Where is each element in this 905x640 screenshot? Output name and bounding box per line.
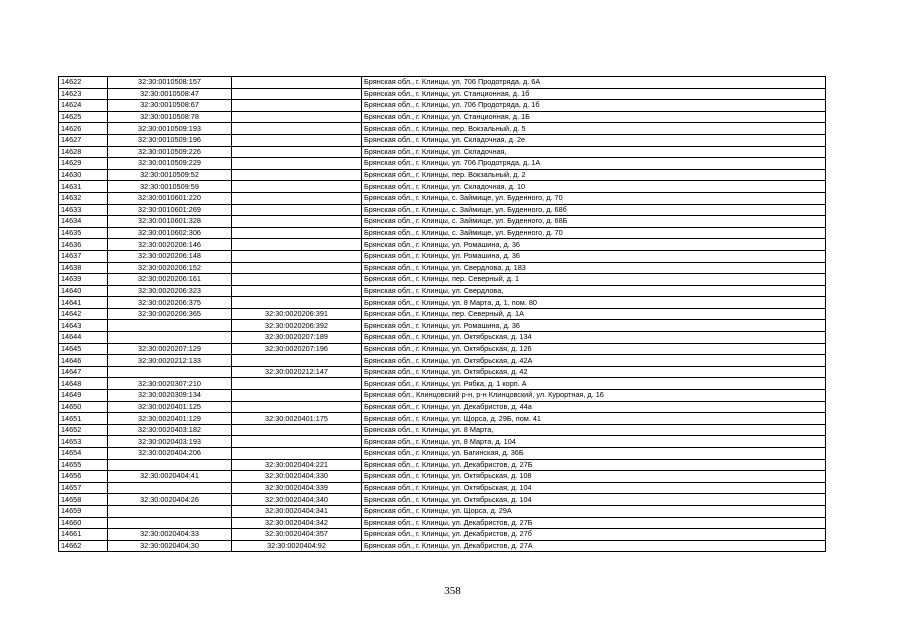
table-row bbox=[59, 366, 826, 378]
record-number-cell: 14654 bbox=[59, 448, 108, 460]
page-number: 358 bbox=[444, 585, 461, 597]
table-row bbox=[59, 482, 826, 494]
linked-cadastral-number-cell: 32:30:0020404:339 bbox=[232, 482, 362, 494]
cadastral-number-cell bbox=[108, 320, 232, 332]
linked-cadastral-number-cell bbox=[232, 355, 362, 367]
address-cell: Брянская обл., г. Клинцы, ул. Октябрьская, д. 126 bbox=[362, 343, 826, 355]
table-row bbox=[59, 192, 826, 204]
address-cell: Брянская обл., г. Клинцы, ул. 8 Марта, д. 104 bbox=[362, 436, 826, 448]
linked-cadastral-number-cell: 32:30:0020404:221 bbox=[232, 459, 362, 471]
address-cell: Брянская обл., г. Клинцы, ул. 706 Продотряда, д. 6А bbox=[362, 77, 826, 89]
address-cell: Брянская обл., г. Клинцы, ул. Октябрьская, д. 42А bbox=[362, 355, 826, 367]
address-cell: Брянская обл., г. Клинцы, ул. Складочная, bbox=[362, 146, 826, 158]
record-number-cell: 14643 bbox=[59, 320, 108, 332]
cadastral-number-cell: 32:30:0020206:323 bbox=[108, 285, 232, 297]
record-number-cell: 14648 bbox=[59, 378, 108, 390]
table-row bbox=[59, 436, 826, 448]
address-cell: Брянская обл., г. Клинцы, ул. Ромашина, д. 36 bbox=[362, 320, 826, 332]
records-table-body bbox=[59, 77, 826, 552]
address-cell: Брянская обл., г. Клинцы, ул. Декабристов, д. 27А bbox=[362, 540, 826, 552]
cadastral-number-cell: 32:30:0010509:226 bbox=[108, 146, 232, 158]
linked-cadastral-number-cell bbox=[232, 448, 362, 460]
cadastral-number-cell: 32:30:0020206:148 bbox=[108, 250, 232, 262]
record-number-cell: 14627 bbox=[59, 134, 108, 146]
address-cell: Брянская обл., г. Клинцы, ул. Октябрьская, д. 108 bbox=[362, 471, 826, 483]
linked-cadastral-number-cell: 32:30:0020404:341 bbox=[232, 505, 362, 517]
cadastral-number-cell bbox=[108, 505, 232, 517]
table-row bbox=[59, 448, 826, 460]
table-row bbox=[59, 77, 826, 89]
linked-cadastral-number-cell bbox=[232, 401, 362, 413]
linked-cadastral-number-cell bbox=[232, 239, 362, 251]
table-row bbox=[59, 378, 826, 390]
cadastral-number-cell: 32:30:0020404:41 bbox=[108, 471, 232, 483]
cadastral-number-cell bbox=[108, 366, 232, 378]
linked-cadastral-number-cell: 32:30:0020404:340 bbox=[232, 494, 362, 506]
table-row bbox=[59, 308, 826, 320]
address-cell: Брянская обл., г. Клинцы, ул. Декабристов, д. 44а bbox=[362, 401, 826, 413]
address-cell: Брянская обл., г. Клинцы, с. Займище, ул. Буденного, д. 68Б bbox=[362, 216, 826, 228]
address-cell: Брянская обл., г. Клинцы, ул. Ромашина, д. 36 bbox=[362, 239, 826, 251]
address-cell: Брянская обл., г. Клинцы, ул. Свердлова, д. 183 bbox=[362, 262, 826, 274]
linked-cadastral-number-cell bbox=[232, 204, 362, 216]
address-cell: Брянская обл., г. Клинцы, ул. Складочная, д. 2е bbox=[362, 134, 826, 146]
linked-cadastral-number-cell bbox=[232, 77, 362, 89]
table-row bbox=[59, 285, 826, 297]
cadastral-number-cell: 32:30:0010508:67 bbox=[108, 100, 232, 112]
cadastral-number-cell: 32:30:0020207:129 bbox=[108, 343, 232, 355]
record-number-cell: 14625 bbox=[59, 111, 108, 123]
record-number-cell: 14657 bbox=[59, 482, 108, 494]
linked-cadastral-number-cell bbox=[232, 158, 362, 170]
linked-cadastral-number-cell: 32:30:0020206:392 bbox=[232, 320, 362, 332]
address-cell: Брянская обл., г. Клинцы, ул. Щорса, д. 29А bbox=[362, 505, 826, 517]
record-number-cell: 14653 bbox=[59, 436, 108, 448]
table-row bbox=[59, 471, 826, 483]
record-number-cell: 14626 bbox=[59, 123, 108, 135]
cadastral-number-cell: 32:30:0020401:129 bbox=[108, 413, 232, 425]
address-cell: Брянская обл., г. Клинцы, ул. 706 Продотряда, д. 1А bbox=[362, 158, 826, 170]
table-row bbox=[59, 355, 826, 367]
table-row bbox=[59, 123, 826, 135]
record-number-cell: 14637 bbox=[59, 250, 108, 262]
cadastral-number-cell bbox=[108, 482, 232, 494]
cadastral-number-cell: 32:30:0010508:157 bbox=[108, 77, 232, 89]
table-row bbox=[59, 390, 826, 402]
record-number-cell: 14632 bbox=[59, 192, 108, 204]
cadastral-number-cell: 32:30:0020212:133 bbox=[108, 355, 232, 367]
records-table bbox=[58, 76, 826, 552]
table-row bbox=[59, 158, 826, 170]
record-number-cell: 14647 bbox=[59, 366, 108, 378]
linked-cadastral-number-cell bbox=[232, 424, 362, 436]
table-row bbox=[59, 181, 826, 193]
linked-cadastral-number-cell: 32:30:0020404:92 bbox=[232, 540, 362, 552]
table-row bbox=[59, 262, 826, 274]
address-cell: Брянская обл., г. Клинцы, ул. Декабристов, д. 27Б bbox=[362, 517, 826, 529]
address-cell: Брянская обл., г. Клинцы, ул. Станционная, д. 1б bbox=[362, 88, 826, 100]
address-cell: Брянская обл., г. Клинцы, ул. Щорса, д. 29Б, пом. 41 bbox=[362, 413, 826, 425]
record-number-cell: 14658 bbox=[59, 494, 108, 506]
table-row bbox=[59, 111, 826, 123]
record-number-cell: 14629 bbox=[59, 158, 108, 170]
cadastral-number-cell: 32:30:0010601:220 bbox=[108, 192, 232, 204]
linked-cadastral-number-cell: 32:30:0020401:175 bbox=[232, 413, 362, 425]
record-number-cell: 14631 bbox=[59, 181, 108, 193]
record-number-cell: 14655 bbox=[59, 459, 108, 471]
table-row bbox=[59, 204, 826, 216]
linked-cadastral-number-cell bbox=[232, 262, 362, 274]
linked-cadastral-number-cell bbox=[232, 227, 362, 239]
linked-cadastral-number-cell bbox=[232, 88, 362, 100]
record-number-cell: 14651 bbox=[59, 413, 108, 425]
linked-cadastral-number-cell: 32:30:0020212:147 bbox=[232, 366, 362, 378]
record-number-cell: 14645 bbox=[59, 343, 108, 355]
record-number-cell: 14642 bbox=[59, 308, 108, 320]
cadastral-number-cell bbox=[108, 332, 232, 344]
table-row bbox=[59, 250, 826, 262]
record-number-cell: 14646 bbox=[59, 355, 108, 367]
cadastral-number-cell: 32:30:0020309:134 bbox=[108, 390, 232, 402]
cadastral-number-cell: 32:30:0020403:193 bbox=[108, 436, 232, 448]
cadastral-number-cell: 32:30:0010509:52 bbox=[108, 169, 232, 181]
address-cell: Брянская обл., г. Клинцы, ул. Станционная, д. 1Б bbox=[362, 111, 826, 123]
record-number-cell: 14662 bbox=[59, 540, 108, 552]
linked-cadastral-number-cell: 32:30:0020206:391 bbox=[232, 308, 362, 320]
record-number-cell: 14634 bbox=[59, 216, 108, 228]
address-cell: Брянская обл., г. Клинцы, ул. Октябрьская, д. 104 bbox=[362, 494, 826, 506]
table-row bbox=[59, 100, 826, 112]
record-number-cell: 14660 bbox=[59, 517, 108, 529]
table-row bbox=[59, 332, 826, 344]
address-cell: Брянская обл., г. Клинцы, ул. Складочная, д. 10 bbox=[362, 181, 826, 193]
linked-cadastral-number-cell bbox=[232, 216, 362, 228]
linked-cadastral-number-cell bbox=[232, 436, 362, 448]
linked-cadastral-number-cell bbox=[232, 285, 362, 297]
record-number-cell: 14623 bbox=[59, 88, 108, 100]
cadastral-number-cell: 32:30:0010509:59 bbox=[108, 181, 232, 193]
table-row bbox=[59, 401, 826, 413]
cadastral-number-cell: 32:30:0020404:26 bbox=[108, 494, 232, 506]
address-cell: Брянская обл., г. Клинцы, ул. Декабристов, д. 27б bbox=[362, 529, 826, 541]
record-number-cell: 14628 bbox=[59, 146, 108, 158]
linked-cadastral-number-cell bbox=[232, 390, 362, 402]
linked-cadastral-number-cell bbox=[232, 250, 362, 262]
address-cell: Брянская обл., г. Клинцы, пер. Вокзальный, д. 2 bbox=[362, 169, 826, 181]
address-cell: Брянская обл., г. Клинцы, ул. 706 Продотряда, д. 1б bbox=[362, 100, 826, 112]
address-cell: Брянская обл., г. Клинцы, ул. Октябрьская, д. 134 bbox=[362, 332, 826, 344]
address-cell: Брянская обл., г. Клинцы, ул. 8 Марта, д. 1, пом. 80 bbox=[362, 297, 826, 309]
linked-cadastral-number-cell bbox=[232, 297, 362, 309]
address-cell: Брянская обл., г. Клинцы, с. Займище, ул. Буденного, д. 70 bbox=[362, 227, 826, 239]
record-number-cell: 14649 bbox=[59, 390, 108, 402]
cadastral-number-cell: 32:30:0020206:152 bbox=[108, 262, 232, 274]
linked-cadastral-number-cell: 32:30:0020207:189 bbox=[232, 332, 362, 344]
cadastral-number-cell: 32:30:0020206:146 bbox=[108, 239, 232, 251]
address-cell: Брянская обл., г. Клинцы, ул. Багинская, д. 36Б bbox=[362, 448, 826, 460]
cadastral-number-cell: 32:30:0020206:365 bbox=[108, 308, 232, 320]
address-cell: Брянская обл., г. Клинцы, ул. 8 Марта, bbox=[362, 424, 826, 436]
record-number-cell: 14624 bbox=[59, 100, 108, 112]
record-number-cell: 14639 bbox=[59, 274, 108, 286]
record-number-cell: 14635 bbox=[59, 227, 108, 239]
address-cell: Брянская обл., г. Клинцы, пер. Вокзальный, д. 5 bbox=[362, 123, 826, 135]
linked-cadastral-number-cell: 32:30:0020404:357 bbox=[232, 529, 362, 541]
linked-cadastral-number-cell: 32:30:0020207:196 bbox=[232, 343, 362, 355]
cadastral-number-cell: 32:30:0010602:306 bbox=[108, 227, 232, 239]
table-row bbox=[59, 169, 826, 181]
record-number-cell: 14641 bbox=[59, 297, 108, 309]
table-row bbox=[59, 227, 826, 239]
cadastral-number-cell: 32:30:0010509:196 bbox=[108, 134, 232, 146]
cadastral-number-cell: 32:30:0020401:125 bbox=[108, 401, 232, 413]
linked-cadastral-number-cell bbox=[232, 192, 362, 204]
table-row bbox=[59, 505, 826, 517]
cadastral-number-cell: 32:30:0020206:375 bbox=[108, 297, 232, 309]
cadastral-number-cell: 32:30:0020404:33 bbox=[108, 529, 232, 541]
address-cell: Брянская обл., г. Клинцы, с. Займище, ул. Буденного, д. 70 bbox=[362, 192, 826, 204]
table-row bbox=[59, 274, 826, 286]
record-number-cell: 14661 bbox=[59, 529, 108, 541]
linked-cadastral-number-cell bbox=[232, 123, 362, 135]
table-row bbox=[59, 239, 826, 251]
record-number-cell: 14630 bbox=[59, 169, 108, 181]
table-row bbox=[59, 540, 826, 552]
record-number-cell: 14659 bbox=[59, 505, 108, 517]
table-row bbox=[59, 529, 826, 541]
address-cell: Брянская обл., г. Клинцы, ул. Рябка, д. 1 корп. А bbox=[362, 378, 826, 390]
linked-cadastral-number-cell bbox=[232, 378, 362, 390]
cadastral-number-cell bbox=[108, 459, 232, 471]
cadastral-number-cell: 32:30:0010601:328 bbox=[108, 216, 232, 228]
table-row bbox=[59, 517, 826, 529]
record-number-cell: 14640 bbox=[59, 285, 108, 297]
record-number-cell: 14622 bbox=[59, 77, 108, 89]
cadastral-number-cell: 32:30:0010508:78 bbox=[108, 111, 232, 123]
record-number-cell: 14656 bbox=[59, 471, 108, 483]
linked-cadastral-number-cell bbox=[232, 111, 362, 123]
table-row bbox=[59, 413, 826, 425]
cadastral-number-cell: 32:30:0010509:229 bbox=[108, 158, 232, 170]
address-cell: Брянская обл., г. Клинцы, ул. Декабристов, д. 27Б bbox=[362, 459, 826, 471]
linked-cadastral-number-cell bbox=[232, 146, 362, 158]
record-number-cell: 14652 bbox=[59, 424, 108, 436]
cadastral-number-cell: 32:30:0020206:161 bbox=[108, 274, 232, 286]
linked-cadastral-number-cell bbox=[232, 169, 362, 181]
cadastral-number-cell: 32:30:0010509:193 bbox=[108, 123, 232, 135]
table-row bbox=[59, 216, 826, 228]
address-cell: Брянская обл., г. Клинцы, пер. Северный, д. 1 bbox=[362, 274, 826, 286]
table-row bbox=[59, 134, 826, 146]
table-row bbox=[59, 146, 826, 158]
address-cell: Брянская обл., г. Клинцы, ул. Свердлова, bbox=[362, 285, 826, 297]
address-cell: Брянская обл., Клинцовский р-н, р-н Клинцовский, ул. Курортная, д. 16 bbox=[362, 390, 826, 402]
address-cell: Брянская обл., г. Клинцы, ул. Ромашина, д. 36 bbox=[362, 250, 826, 262]
record-number-cell: 14650 bbox=[59, 401, 108, 413]
table-row bbox=[59, 343, 826, 355]
cadastral-number-cell: 32:30:0020404:206 bbox=[108, 448, 232, 460]
table-row bbox=[59, 320, 826, 332]
cadastral-number-cell: 32:30:0010601:269 bbox=[108, 204, 232, 216]
record-number-cell: 14638 bbox=[59, 262, 108, 274]
cadastral-number-cell bbox=[108, 517, 232, 529]
linked-cadastral-number-cell bbox=[232, 100, 362, 112]
address-cell: Брянская обл., г. Клинцы, пер. Северный, д. 1А bbox=[362, 308, 826, 320]
linked-cadastral-number-cell bbox=[232, 274, 362, 286]
cadastral-number-cell: 32:30:0020403:182 bbox=[108, 424, 232, 436]
address-cell: Брянская обл., г. Клинцы, ул. Октябрьская, д. 104 bbox=[362, 482, 826, 494]
table-row bbox=[59, 494, 826, 506]
table-row bbox=[59, 424, 826, 436]
linked-cadastral-number-cell bbox=[232, 181, 362, 193]
address-cell: Брянская обл., г. Клинцы, ул. Октябрьская, д. 42 bbox=[362, 366, 826, 378]
record-number-cell: 14636 bbox=[59, 239, 108, 251]
table-row bbox=[59, 459, 826, 471]
record-number-cell: 14633 bbox=[59, 204, 108, 216]
cadastral-number-cell: 32:30:0010508:47 bbox=[108, 88, 232, 100]
address-cell: Брянская обл., г. Клинцы, с. Займище, ул. Буденного, д. 68б bbox=[362, 204, 826, 216]
linked-cadastral-number-cell: 32:30:0020404:342 bbox=[232, 517, 362, 529]
record-number-cell: 14644 bbox=[59, 332, 108, 344]
linked-cadastral-number-cell bbox=[232, 134, 362, 146]
table-row bbox=[59, 297, 826, 309]
table-row bbox=[59, 88, 826, 100]
cadastral-number-cell: 32:30:0020404:30 bbox=[108, 540, 232, 552]
cadastral-number-cell: 32:30:0020307:210 bbox=[108, 378, 232, 390]
linked-cadastral-number-cell: 32:30:0020404:330 bbox=[232, 471, 362, 483]
